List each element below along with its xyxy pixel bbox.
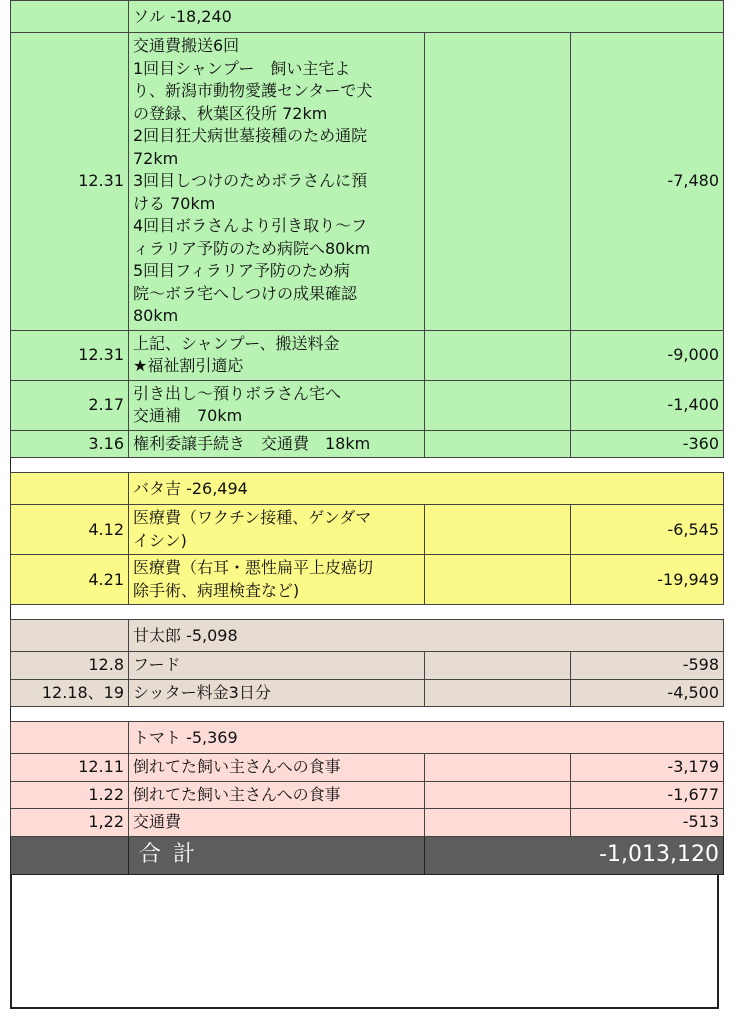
description-line: 交通補 70km <box>133 406 243 425</box>
table-row <box>11 679 724 707</box>
description-line: 医療費（右耳・悪性扁平上皮癌切 <box>133 558 374 577</box>
table-row <box>11 809 724 837</box>
table-row <box>11 505 724 555</box>
section-header-row <box>11 1 724 33</box>
row-date: 12.11 <box>11 754 129 782</box>
row-amount: -6,545 <box>571 505 724 555</box>
row-empty-cell <box>425 679 571 707</box>
description-line: 1回目シャンプー 飼い主宅よ <box>133 58 351 78</box>
section-header-spacer <box>11 620 129 652</box>
expense-table <box>10 0 724 875</box>
table-row <box>11 330 724 380</box>
description-line: ★福祉割引適応 <box>133 356 244 375</box>
table-row <box>11 754 724 782</box>
description-line: シッター料金3日分 <box>133 682 271 702</box>
row-description <box>129 781 425 809</box>
row-amount: -4,500 <box>571 679 724 707</box>
section-header-spacer <box>11 722 129 754</box>
section-header-spacer <box>11 473 129 505</box>
table-row <box>11 430 724 458</box>
description-line: 交通費 <box>133 812 182 831</box>
description-line: 倒れてた飼い主さんへの食事 <box>133 784 341 804</box>
row-description <box>129 33 425 331</box>
table-row <box>11 33 724 331</box>
description-line: 上記、シャンプー、搬送料金 <box>133 333 340 353</box>
row-description <box>129 330 425 380</box>
row-date: 1,22 <box>11 809 129 837</box>
row-description <box>129 555 425 605</box>
description-line: イシン) <box>133 530 187 550</box>
description-line: ィラリア予防のため病院へ80km <box>133 238 371 258</box>
table-row <box>11 652 724 680</box>
row-description <box>129 679 425 707</box>
row-description <box>129 809 425 837</box>
row-empty-cell <box>425 380 571 430</box>
total-amount: -1,013,120 <box>425 836 724 874</box>
section-gap <box>11 458 724 473</box>
total-row <box>11 836 724 874</box>
section-header-row <box>11 620 724 652</box>
description-line: 除手術、病理検査など) <box>133 580 300 600</box>
row-date: 1.22 <box>11 781 129 809</box>
table-row <box>11 781 724 809</box>
description-line: 引き出し～預りボラさん宅へ <box>133 383 342 403</box>
section-gap <box>11 707 724 722</box>
description-line: 4回目ボラさんより引き取り～フ <box>133 216 368 235</box>
description-line: 5回目フィラリア予防のため病 <box>133 261 350 280</box>
table-row <box>11 380 724 430</box>
description-line: ける 70km <box>133 193 216 213</box>
section-header-spacer <box>11 1 129 33</box>
row-date: 2.17 <box>11 380 129 430</box>
description-line: 院～ボラ宅へしつけの成果確認 <box>133 283 358 303</box>
total-spacer <box>11 836 129 874</box>
section-header-row <box>11 473 724 505</box>
row-date: 4.12 <box>11 505 129 555</box>
row-date: 3.16 <box>11 430 129 458</box>
description-line: り、新潟市動物愛護センターで犬 <box>133 81 373 100</box>
total-label: 合計 <box>129 836 425 874</box>
row-empty-cell <box>425 754 571 782</box>
expense-sheet <box>10 0 719 1009</box>
row-empty-cell <box>425 555 571 605</box>
row-amount: -9,000 <box>571 330 724 380</box>
row-description <box>129 652 425 680</box>
row-description <box>129 380 425 430</box>
description-line: 3回目しつけのためボラさんに預 <box>133 171 368 190</box>
description-line: フード <box>133 655 181 674</box>
row-date: 12.8 <box>11 652 129 680</box>
expense-table-body <box>11 1 724 875</box>
description-line: の登録、秋葉区役所 72km <box>133 103 328 123</box>
section-header: バタ吉 -26,494 <box>129 473 724 505</box>
row-amount: -1,400 <box>571 380 724 430</box>
row-description <box>129 505 425 555</box>
description-line: 倒れてた飼い主さんへの食事 <box>133 757 341 776</box>
row-description <box>129 754 425 782</box>
row-description <box>129 430 425 458</box>
description-line: 権利委譲手続き 交通費 18km <box>133 433 371 453</box>
row-empty-cell <box>425 330 571 380</box>
row-amount: -513 <box>571 809 724 837</box>
row-empty-cell <box>425 652 571 680</box>
description-line: 80km <box>133 306 179 325</box>
section-gap <box>11 605 724 620</box>
row-empty-cell <box>425 505 571 555</box>
row-date: 12.31 <box>11 330 129 380</box>
row-amount: -7,480 <box>571 33 724 331</box>
description-line: 72km <box>133 148 179 168</box>
row-amount: -1,677 <box>571 781 724 809</box>
row-amount: -598 <box>571 652 724 680</box>
table-row <box>11 555 724 605</box>
row-amount: -19,949 <box>571 555 724 605</box>
description-line: 交通費搬送6回 <box>133 36 240 55</box>
row-empty-cell <box>425 781 571 809</box>
row-empty-cell <box>425 809 571 837</box>
section-header: ソル -18,240 <box>129 1 724 33</box>
row-date: 4.21 <box>11 555 129 605</box>
section-header: トマト -5,369 <box>129 722 724 754</box>
row-amount: -360 <box>571 430 724 458</box>
row-empty-cell <box>425 33 571 331</box>
row-amount: -3,179 <box>571 754 724 782</box>
section-header-row <box>11 722 724 754</box>
row-date: 12.18、19 <box>11 679 129 707</box>
description-line: 医療費（ワクチン接種、ゲンダマ <box>133 508 372 527</box>
description-line: 2回目狂犬病世墓接種のため通院 <box>133 126 368 145</box>
row-empty-cell <box>425 430 571 458</box>
row-date: 12.31 <box>11 33 129 331</box>
section-header: 甘太郎 -5,098 <box>129 620 724 652</box>
